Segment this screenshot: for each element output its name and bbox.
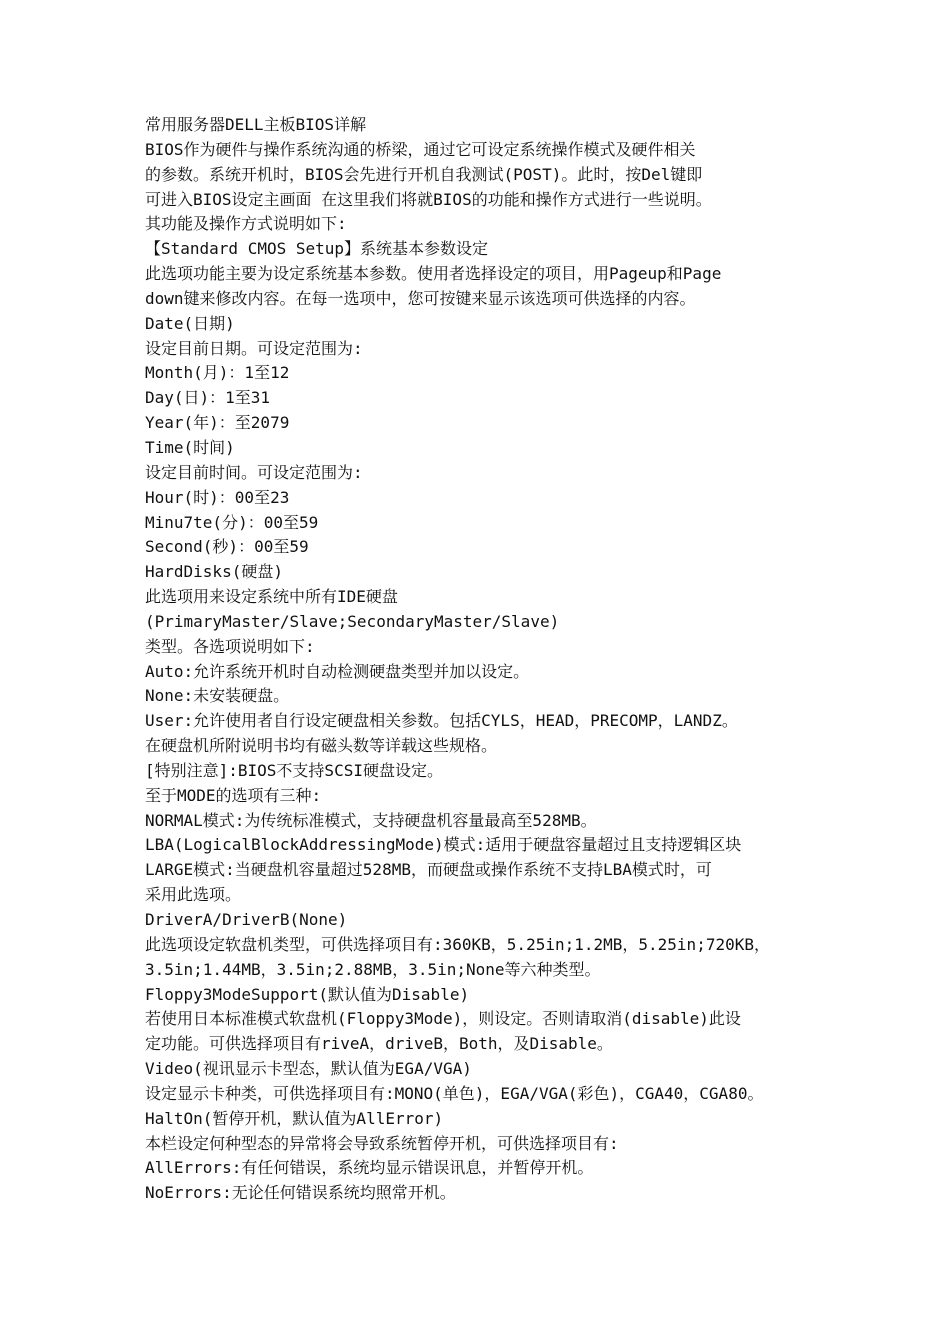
text-line: BIOS作为硬件与操作系统沟通的桥梁，通过它可设定系统操作模式及硬件相关 [145, 139, 696, 159]
text-line: LARGE模式:当硬盘机容量超过528MB，而硬盘或操作系统不支持LBA模式时，可 [145, 860, 712, 880]
text-line: Date(日期) [145, 313, 235, 333]
document-page [145, 113, 825, 1206]
text-line: 3.5in;1.44MB，3.5in;2.88MB，3.5in;None等六种类型。 [145, 959, 601, 979]
text-line: 本栏设定何种型态的异常将会导致系统暂停开机，可供选择项目有: [145, 1133, 619, 1153]
text-line: HaltOn(暂停开机，默认值为AllError) [145, 1108, 444, 1128]
text-line: HardDisks(硬盘) [145, 562, 283, 582]
section-heading: 【Standard CMOS Setup】系统基本参数设定 [145, 239, 489, 259]
text-line: Month(月)：1至12 [145, 363, 290, 383]
text-line: 设定目前日期。可设定范围为: [145, 338, 363, 358]
document-title: 常用服务器DELL主板BIOS详解 [145, 115, 367, 134]
text-line: 可进入BIOS设定主画面 在这里我们将就BIOS的功能和操作方式进行一些说明。 [145, 189, 712, 209]
text-line: LBA(LogicalBlockAddressingMode)模式:适用于硬盘容量超过且支持逻辑区块 [145, 835, 742, 855]
text-line: 其功能及操作方式说明如下: [145, 214, 347, 234]
text-line: (PrimaryMaster/Slave;SecondaryMaster/Slave) [145, 611, 560, 631]
text-line: [特别注意]:BIOS不支持SCSI硬盘设定。 [145, 760, 443, 780]
text-line: Auto:允许系统开机时自动检测硬盘类型并加以设定。 [145, 661, 530, 681]
text-line: User:允许使用者自行设定硬盘相关参数。包括CYLS，HEAD，PRECOMP，LANDZ。 [145, 711, 738, 731]
text-line: Time(时间) [145, 437, 235, 457]
text-line: 设定目前时间。可设定范围为: [145, 462, 363, 482]
text-line: 若使用日本标准模式软盘机(Floppy3Mode)，则设定。否则请取消(disable)此设 [145, 1009, 741, 1029]
text-line: NoErrors:无论任何错误系统均照常开机。 [145, 1183, 456, 1203]
text-line: 此选项设定软盘机类型，可供选择项目有:360KB，5.25in;1.2MB，5.25in;720KB， [145, 934, 770, 954]
text-line: None:未安装硬盘。 [145, 686, 290, 706]
text-line: 采用此选项。 [145, 885, 242, 905]
text-line: 类型。各选项说明如下: [145, 636, 315, 656]
text-line: 此选项功能主要为设定系统基本参数。使用者选择设定的项目，用Pageup和Page [145, 264, 722, 284]
text-line: 至于MODE的选项有三种: [145, 785, 322, 805]
text-line: Hour(时)：00至23 [145, 487, 290, 507]
text-line: Minu7te(分)：00至59 [145, 512, 319, 532]
text-line: NORMAL模式:为传统标准模式，支持硬盘机容量最高至528MB。 [145, 810, 597, 830]
text-line: Video(视讯显示卡型态，默认值为EGA/VGA) [145, 1059, 472, 1079]
text-line: DriverA/DriverB(None) [145, 910, 348, 929]
text-line: 设定显示卡种类，可供选择项目有:MONO(单色)，EGA/VGA(彩色)，CGA40，CGA80。 [145, 1083, 764, 1103]
text-line: Day(日)：1至31 [145, 388, 271, 408]
text-line: down键来修改内容。在每一选项中，您可按键来显示该选项可供选择的内容。 [145, 288, 696, 308]
text-line: 定功能。可供选择项目有riveA，driveB，Both，及Disable。 [145, 1034, 613, 1054]
text-line: Year(年)：至2079 [145, 413, 290, 433]
text-line: Floppy3ModeSupport(默认值为Disable) [145, 984, 470, 1004]
text-line: 的参数。系统开机时，BIOS会先进行开机自我测试(POST)。此时，按Del键即 [145, 164, 703, 184]
text-line: 在硬盘机所附说明书均有磁头数等详载这些规格。 [145, 736, 498, 756]
text-line: 此选项用来设定系统中所有IDE硬盘 [145, 587, 398, 607]
text-line: AllErrors:有任何错误，系统均显示错误讯息，并暂停开机。 [145, 1158, 594, 1178]
text-line: Second(秒)：00至59 [145, 537, 309, 557]
